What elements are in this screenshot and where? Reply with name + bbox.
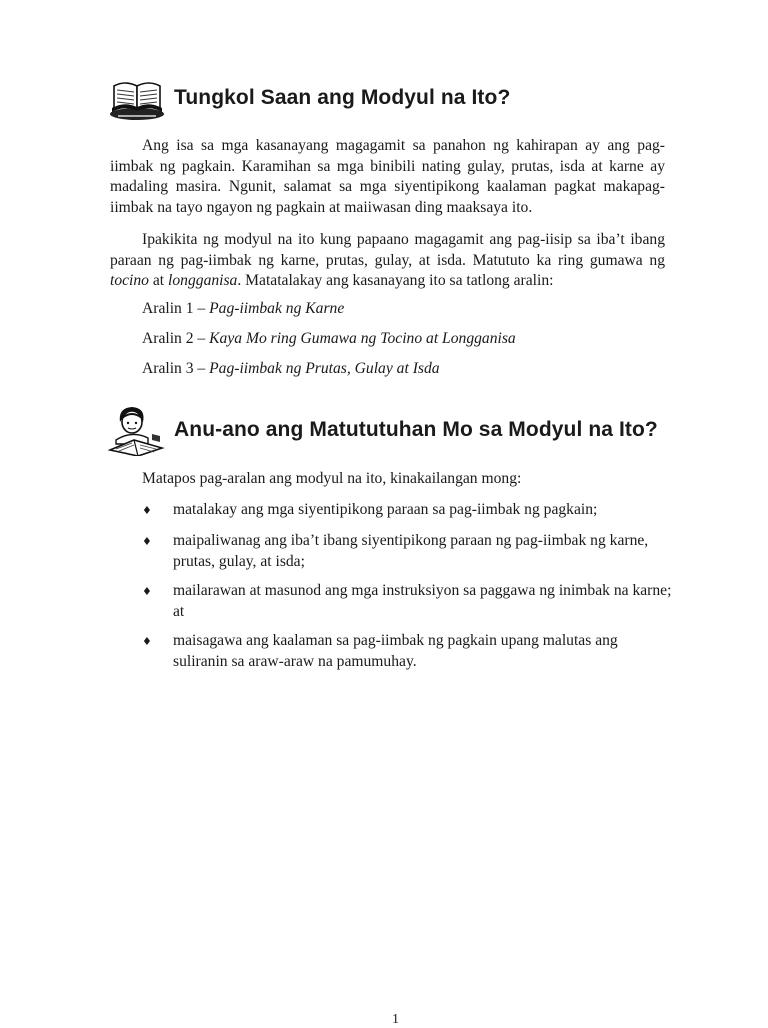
list-item-text: maipaliwanag ang iba’t ibang siyentipikong paraan ng pag-iimbak ng karne, prutas, gulay, at isda; bbox=[173, 532, 649, 570]
lesson-title: Pag-iimbak ng Prutas, Gulay at Isda bbox=[209, 360, 440, 377]
diamond-bullet-icon: ♦ bbox=[142, 504, 152, 517]
list-item-text: maisagawa ang kaalaman sa pag-iimbak ng pagkain upang malutas ang suliranin sa araw-araw na pamumuhay. bbox=[173, 632, 618, 670]
page-number: 1 bbox=[392, 1012, 399, 1027]
diamond-bullet-icon: ♦ bbox=[142, 585, 152, 598]
list-item bbox=[142, 631, 672, 672]
objectives-intro: Matapos pag-aralan ang modyul na ito, kinakailangan mong: bbox=[142, 470, 522, 487]
section-header-about bbox=[108, 72, 510, 124]
lesson-item bbox=[142, 329, 516, 349]
lesson-item bbox=[142, 359, 440, 379]
list-item-text: mailarawan at masunod ang mga instruksiyon sa paggawa ng inimbak na karne; at bbox=[173, 582, 672, 620]
student-reading-icon bbox=[108, 404, 166, 456]
open-book-icon bbox=[108, 72, 166, 124]
diamond-bullet-icon: ♦ bbox=[142, 535, 152, 548]
lesson-title: Kaya Mo ring Gumawa ng Tocino at Longganisa bbox=[209, 330, 516, 347]
lesson-item bbox=[142, 299, 344, 319]
list-item-text: matalakay ang mga siyentipikong paraan sa pag-iimbak ng pagkain; bbox=[173, 501, 598, 518]
paragraph-intro: Ang isa sa mga kasanayang magagamit sa panahon ng kahirapan ay ang pag-iimbak ng pagkain. Karamihan sa mga binibili nating gulay, prutas, isda at karne ay madaling masira. Ngunit, salamat sa mga siyentipikong kaalaman pagkat makapag-iimbak na tayo ngayon ng pagkain at maiiwasan ding maaksaya ito. bbox=[110, 137, 665, 216]
section-title: Anu-ano ang Matututuhan Mo sa Modyul na Ito? bbox=[174, 418, 658, 441]
section-header-objectives bbox=[108, 404, 658, 456]
lesson-label: Aralin 3 – bbox=[142, 360, 206, 377]
diamond-bullet-icon: ♦ bbox=[142, 635, 152, 648]
lesson-label: Aralin 2 – bbox=[142, 330, 206, 347]
paragraph-text: . Matatalakay ang kasanayang ito sa tatlong aralin: bbox=[237, 272, 554, 289]
paragraph-text: Ipakikita ng modyul na ito kung papaano magagamit ang pag-iisip sa iba’t ibang paraan ng pag-iimbak ng karne, prutas, gulay, at isda. Matututo ka ring gumawa ng bbox=[110, 231, 665, 269]
lesson-title: Pag-iimbak ng Karne bbox=[209, 300, 345, 317]
lesson-label: Aralin 1 – bbox=[142, 300, 206, 317]
paragraph-text: at bbox=[148, 272, 169, 289]
list-item bbox=[142, 500, 672, 521]
list-item bbox=[142, 581, 672, 622]
section-title: Tungkol Saan ang Modyul na Ito? bbox=[174, 86, 511, 109]
term-tocino: tocino bbox=[110, 272, 149, 289]
paragraph-overview bbox=[110, 230, 665, 292]
term-longganisa: longganisa bbox=[168, 272, 238, 289]
list-item bbox=[142, 531, 672, 572]
